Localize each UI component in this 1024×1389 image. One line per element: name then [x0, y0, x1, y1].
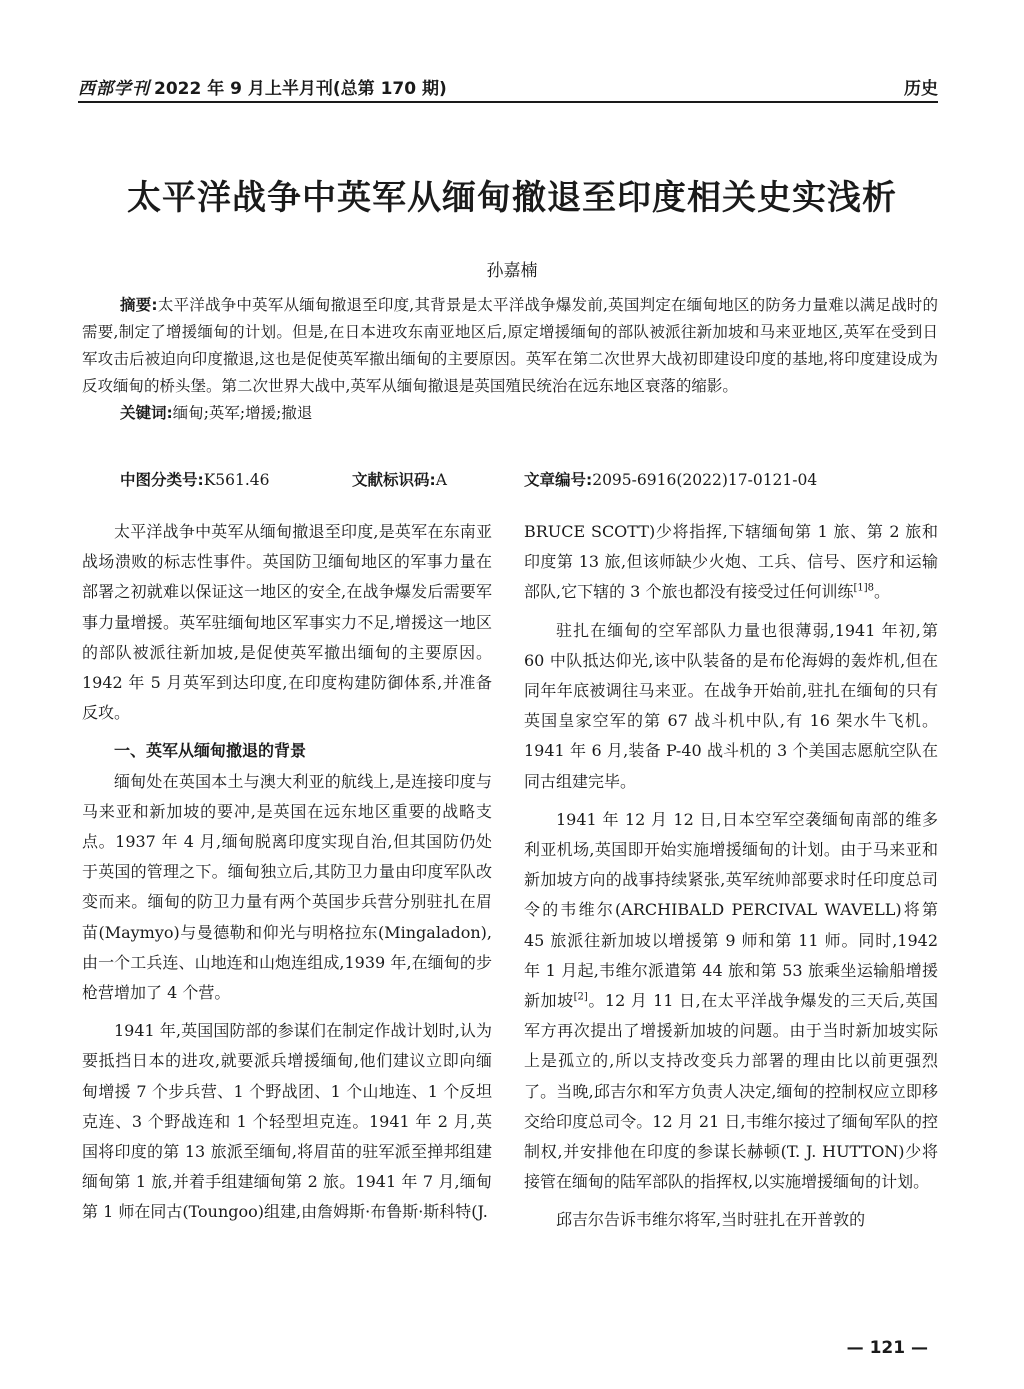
left-column: [82, 517, 492, 1236]
citation: [1]8: [853, 583, 874, 595]
body-paragraph: 太平洋战争中英军从缅甸撤退至印度,是英军在东南亚战场溃败的标志性事件。英国防卫缅甸地区的军事力量在部署之初就难以保证这一地区的安全,在战争爆发后需要军事力量增援。英军驻缅甸地区军事实力不足,增援这一地区的部队被派往新加坡,是促使英军撤出缅甸的主要原因。1942 年 5 月英军到达印度,在印度构建防御体系,并准备反攻。: [82, 522, 492, 723]
header-left: [78, 74, 447, 99]
article-number: [524, 468, 817, 490]
doc-code-label: 文献标识码:: [352, 471, 436, 489]
body-paragraph: [524, 805, 938, 1198]
abstract-text: 太平洋战争中英军从缅甸撤退至印度,其背景是太平洋战争爆发前,英国判定在缅甸地区的防务力量难以满足战时的需要,制定了增援缅甸的计划。但是,在日本进攻东南亚地区后,原定增援缅甸的部队被派往新加坡和马来亚地区,英军在受到日军攻击后被迫向印度撤退,这也是促使英军撤出缅甸的主要原因。英军在第二次世界大战初即建设印度的基地,将印度建设成为反攻缅甸的桥头堡。第二次世界大战中,英军从缅甸撤退是英国殖民统治在远东地区衰落的缩影。: [82, 296, 939, 395]
clc-code: [120, 468, 270, 490]
body-paragraph-continued: [524, 517, 938, 608]
clc-label: 中图分类号:: [120, 471, 204, 489]
running-header: [78, 70, 938, 100]
abstract-paragraph: [82, 292, 938, 400]
paragraph-text: 。12 月 11 日,在太平洋战争爆发的三天后,英国军方再次提出了增援新加坡的问题。由于当时新加坡实际上是孤立的,所以支持改变兵力部署的理由比以前更强烈了。当晚,邱吉尔和军方负责人决定,缅甸的控制权应立即移交给印度总司令。12 月 21 日,韦维尔接过了缅甸军队的控制权,并安排他在印度的参谋长赫顿(T. J. HUTTON)少将接管在缅甸的陆军部队的指挥权,以实施增援缅甸的计划。: [524, 991, 938, 1192]
section-heading: 一、英军从缅甸撤退的背景: [114, 741, 307, 761]
keywords-label: 关键词:: [120, 404, 173, 422]
body-paragraph: 1941 年,英国国防部的参谋们在制定作战计划时,认为要抵挡日本的进攻,就要派兵增援缅甸,他们建议立即向缅甸增援 7 个步兵营、1 个野战团、1 个山地连、1 个反坦克连、3 个野战连和 1 个轻型坦克连。1941 年 2 月,英国将印度的第 13 旅派至缅甸,将眉苗的驻军派至掸邦组建缅甸第 1 旅,并着手组建缅甸第 2 旅。1941 年 7 月,缅甸第 1 师在同古(Toungoo)组建,由詹姆斯·布鲁斯·斯科特(J.: [82, 1021, 492, 1222]
keywords-text: 缅甸;英军;增援;撤退: [172, 404, 313, 422]
paragraph-text: 。: [873, 582, 890, 602]
paragraph-text: BRUCE SCOTT)少将指挥,下辖缅甸第 1 旅、第 2 旅和印度第 13 旅,但该师缺少火炮、工兵、信号、医疗和运输部队,它下辖的 3 个旅也都没有接受过任何训练: [524, 522, 938, 602]
document-code: [352, 468, 447, 490]
citation: [2]: [573, 991, 588, 1003]
author: 孙嘉楠: [486, 261, 538, 281]
section-label: 历史: [904, 79, 938, 99]
abstract-label: 摘要:: [120, 296, 158, 314]
body-paragraph: 缅甸处在英国本土与澳大利亚的航线上,是连接印度与马来亚和新加坡的要冲,是英国在远东地区重要的战略支点。1937 年 4 月,缅甸脱离印度实现自治,但其国防仍处于英国的管理之下。缅甸独立后,其防卫力量由印度军队改变而来。缅甸的防卫力量有两个英国步兵营分别驻扎在眉苗(Maymyo)与曼德勒和仰光与明格拉东(Mingaladon),由一个工兵连、山地连和山炮连组成,1939 年,在缅甸的步枪营增加了 4 个营。: [82, 771, 492, 1003]
paragraph-text: 1941 年 12 月 12 日,日本空军空袭缅甸南部的维多利亚机场,英国即开始实施增援缅甸的计划。由于马来亚和新加坡方向的战事持续紧张,英军统帅部要求时任印度总司令的韦维尔(ARCHIBALD PERCIVAL WAVELL)将第 45 旅派往新加坡以增援第 9 师和第 11 师。同时,1942 年 1 月起,韦维尔派遣第 44 旅和第 53 旅乘坐运输船增援新加坡: [524, 809, 938, 1011]
issue-info: 2022 年 9 月上半月刊(总第 170 期): [154, 79, 447, 99]
body-paragraph: 邱吉尔告诉韦维尔将军,当时驻扎在开普敦的: [556, 1210, 866, 1230]
article-no-label: 文章编号:: [524, 471, 593, 489]
journal-logo: 西部学刊: [78, 79, 150, 99]
right-column: [524, 517, 938, 1244]
header-rule: [78, 101, 938, 103]
doc-code-value: A: [435, 471, 447, 489]
article-no-value: 2095-6916(2022)17-0121-04: [592, 471, 818, 489]
abstract: [82, 292, 938, 427]
page-number: — 121 —: [846, 1338, 928, 1358]
clc-value: K561.46: [203, 471, 270, 489]
body-paragraph: 驻扎在缅甸的空军部队力量也很薄弱,1941 年初,第 60 中队抵达仰光,该中队装备的是布伦海姆的轰炸机,但在同年年底被调往马来亚。在战争开始前,驻扎在缅甸的只有英国皇家空军的第 67 战斗机中队,有 16 架水牛飞机。1941 年 6 月,装备 P-40 战斗机的 3 个美国志愿航空队在同古组建完毕。: [524, 620, 938, 791]
article-title: 太平洋战争中英军从缅甸撤退至印度相关史实浅析: [127, 178, 897, 218]
keywords: [82, 400, 938, 427]
